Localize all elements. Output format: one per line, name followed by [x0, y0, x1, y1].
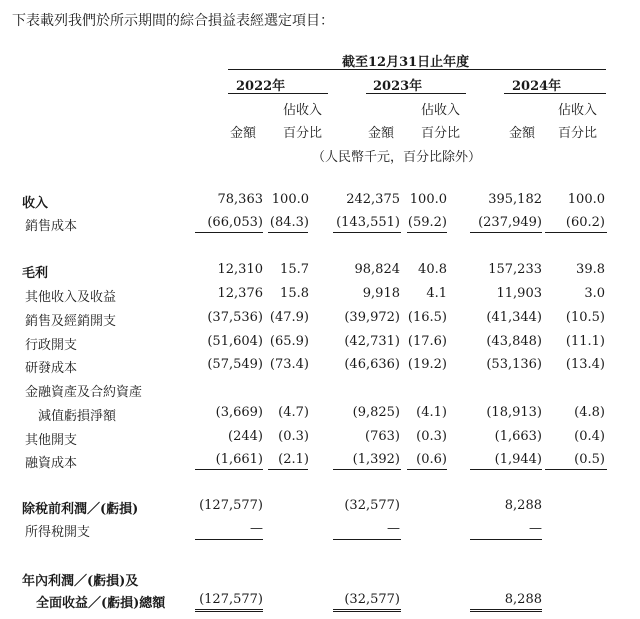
subtotal-rule [268, 469, 308, 470]
pct-header-2023-line1: 佔收入 [421, 103, 461, 118]
cell-2024-pct: (13.4) [565, 357, 605, 372]
cell-2024-pct: 100.0 [567, 192, 605, 207]
cell-2023-amount: 242,375 [346, 192, 400, 207]
table-row-impairment-losses [0, 405, 640, 425]
cell-2022-amount: (66,053) [207, 215, 263, 230]
row-label: 其他收入及收益 [25, 290, 117, 305]
cell-2024-pct: 3.0 [584, 286, 605, 301]
cell-2023-pct: 100.0 [409, 192, 447, 207]
row-label: 行政開支 [25, 338, 78, 353]
cell-2022-pct: (4.7) [278, 405, 309, 420]
cell-2024-amount: 8,288 [504, 592, 542, 607]
subtotal-rule [195, 539, 263, 540]
row-label: 所得稅開支 [25, 525, 91, 540]
cell-2023-amount: — [387, 521, 400, 536]
amount-header-2023: 金額 [368, 126, 395, 141]
cell-2023-amount: (32,577) [344, 498, 400, 513]
subtotal-rule [470, 232, 542, 233]
cell-2023-amount: (143,551) [336, 215, 400, 230]
pct-header-2023-line2: 百分比 [421, 126, 461, 141]
cell-2023-pct: (59.2) [407, 215, 447, 230]
cell-2022-pct: 100.0 [271, 192, 309, 207]
cell-2022-amount: (127,577) [199, 498, 263, 513]
header-rule-2024 [504, 93, 606, 94]
header-rule-2023 [366, 93, 466, 94]
table-row-other-income [0, 286, 640, 306]
intro-text: 下表載列我們於所示期間的綜合損益表經選定項目： [12, 13, 334, 29]
total-double-rule [470, 609, 542, 612]
total-double-rule [333, 609, 401, 612]
row-label: 減值虧損淨額 [38, 409, 117, 424]
cell-2024-amount: (237,949) [478, 215, 542, 230]
row-label: 年內利潤／(虧損)及 [22, 574, 139, 589]
cell-2022-amount: (37,536) [207, 310, 263, 325]
cell-2023-pct: (4.1) [416, 405, 447, 420]
cell-2022-amount: 78,363 [217, 192, 263, 207]
subtotal-rule [333, 539, 401, 540]
cell-2022-amount: (51,604) [207, 334, 263, 349]
cell-2024-amount: 8,288 [504, 498, 542, 513]
cell-2024-pct: (0.5) [574, 452, 605, 467]
unit-note: （人民幣千元，百分比除外） [312, 150, 482, 165]
cell-2023-amount: (39,972) [344, 310, 400, 325]
cell-2022-amount: 12,376 [217, 286, 263, 301]
cell-2023-pct: 4.1 [426, 286, 447, 301]
cell-2022-amount: — [250, 521, 263, 536]
cell-2022-pct: (0.3) [278, 429, 309, 444]
cell-2022-pct: 15.7 [280, 262, 309, 277]
row-label: 金融資產及合約資產 [25, 385, 143, 400]
table-row-selling-expenses [0, 310, 640, 330]
total-double-rule [195, 609, 263, 612]
cell-2022-amount: (3,669) [215, 405, 263, 420]
table-row-other-expenses [0, 429, 640, 449]
cell-2024-amount: — [529, 521, 542, 536]
subtotal-rule [195, 469, 263, 470]
table-row-profit-before-tax [0, 498, 640, 518]
cell-2022-amount: (244) [228, 429, 263, 444]
cell-2023-amount: (9,825) [352, 405, 400, 420]
table-row-gross-profit [0, 262, 640, 282]
period-header: 截至12月31日止年度 [342, 55, 470, 70]
subtotal-rule [407, 232, 447, 233]
cell-2024-pct: (4.8) [574, 405, 605, 420]
cell-2022-amount: 12,310 [217, 262, 263, 277]
table-row-admin-expenses [0, 334, 640, 354]
cell-2024-pct: 39.8 [576, 262, 605, 277]
subtotal-rule [195, 232, 263, 233]
cell-2023-amount: (42,731) [344, 334, 400, 349]
pct-header-2024-line1: 佔收入 [558, 103, 598, 118]
row-label: 收入 [22, 196, 49, 211]
cell-2022-pct: 15.8 [280, 286, 309, 301]
cell-2023-pct: (16.5) [407, 310, 447, 325]
subtotal-rule [470, 469, 542, 470]
subtotal-rule [545, 232, 607, 233]
row-label: 研發成本 [25, 361, 78, 376]
cell-2022-pct: (84.3) [269, 215, 309, 230]
cell-2023-amount: (1,392) [352, 452, 400, 467]
cell-2022-pct: (73.4) [269, 357, 309, 372]
cell-2024-amount: (1,663) [494, 429, 542, 444]
year-2022-header: 2022年 [236, 79, 286, 94]
cell-2024-pct: (11.1) [565, 334, 605, 349]
row-label: 除稅前利潤／(虧損) [22, 502, 139, 517]
cell-2022-amount: (127,577) [199, 592, 263, 607]
cell-2023-amount: (32,577) [344, 592, 400, 607]
table-row-revenue [0, 192, 640, 212]
cell-2022-pct: (2.1) [278, 452, 309, 467]
row-label: 融資成本 [25, 456, 78, 471]
cell-2023-pct: (17.6) [407, 334, 447, 349]
cell-2024-amount: 395,182 [488, 192, 542, 207]
cell-2024-amount: 11,903 [496, 286, 542, 301]
subtotal-rule [470, 539, 542, 540]
cell-2023-pct: (0.6) [416, 452, 447, 467]
subtotal-rule [333, 232, 401, 233]
amount-header-2022: 金額 [230, 126, 257, 141]
cell-2023-amount: (46,636) [344, 357, 400, 372]
row-label: 全面收益／(虧損)總額 [36, 596, 166, 611]
pct-header-2022-line1: 佔收入 [283, 103, 323, 118]
cell-2022-pct: (65.9) [269, 334, 309, 349]
table-row-income-tax [0, 521, 640, 541]
cell-2024-pct: (60.2) [565, 215, 605, 230]
cell-2023-pct: (19.2) [407, 357, 447, 372]
cell-2023-amount: 9,918 [362, 286, 400, 301]
header-rule-period [228, 69, 606, 70]
row-label: 毛利 [22, 266, 49, 281]
cell-2023-amount: 98,824 [354, 262, 400, 277]
cell-2024-amount: (18,913) [486, 405, 542, 420]
table-row-profit-for-year-heading [0, 570, 640, 590]
cell-2022-pct: (47.9) [269, 310, 309, 325]
cell-2024-amount: 157,233 [488, 262, 542, 277]
year-2023-header: 2023年 [373, 79, 423, 94]
table-row-cost-of-sales [0, 215, 640, 235]
subtotal-rule [268, 232, 308, 233]
subtotal-rule [407, 469, 447, 470]
cell-2024-amount: (53,136) [486, 357, 542, 372]
table-row-rd-costs [0, 357, 640, 377]
table-row-financial-assets-heading [0, 381, 640, 401]
year-2024-header: 2024年 [512, 79, 562, 94]
subtotal-rule [545, 469, 607, 470]
amount-header-2024: 金額 [509, 126, 536, 141]
pct-header-2024-line2: 百分比 [558, 126, 598, 141]
table-row-finance-costs [0, 452, 640, 472]
cell-2022-amount: (57,549) [207, 357, 263, 372]
pct-header-2022-line2: 百分比 [283, 126, 323, 141]
cell-2023-pct: 40.8 [418, 262, 447, 277]
row-label: 其他開支 [25, 433, 78, 448]
cell-2023-pct: (0.3) [416, 429, 447, 444]
subtotal-rule [333, 469, 401, 470]
cell-2024-amount: (1,944) [494, 452, 542, 467]
cell-2024-pct: (10.5) [565, 310, 605, 325]
cell-2024-amount: (43,848) [486, 334, 542, 349]
table-row-total-comprehensive [0, 592, 640, 612]
header-rule-2022 [228, 93, 328, 94]
cell-2024-pct: (0.4) [574, 429, 605, 444]
cell-2023-amount: (763) [365, 429, 400, 444]
row-label: 銷售及經銷開支 [25, 314, 117, 329]
row-label: 銷售成本 [25, 219, 78, 234]
cell-2022-amount: (1,661) [215, 452, 263, 467]
cell-2024-amount: (41,344) [486, 310, 542, 325]
